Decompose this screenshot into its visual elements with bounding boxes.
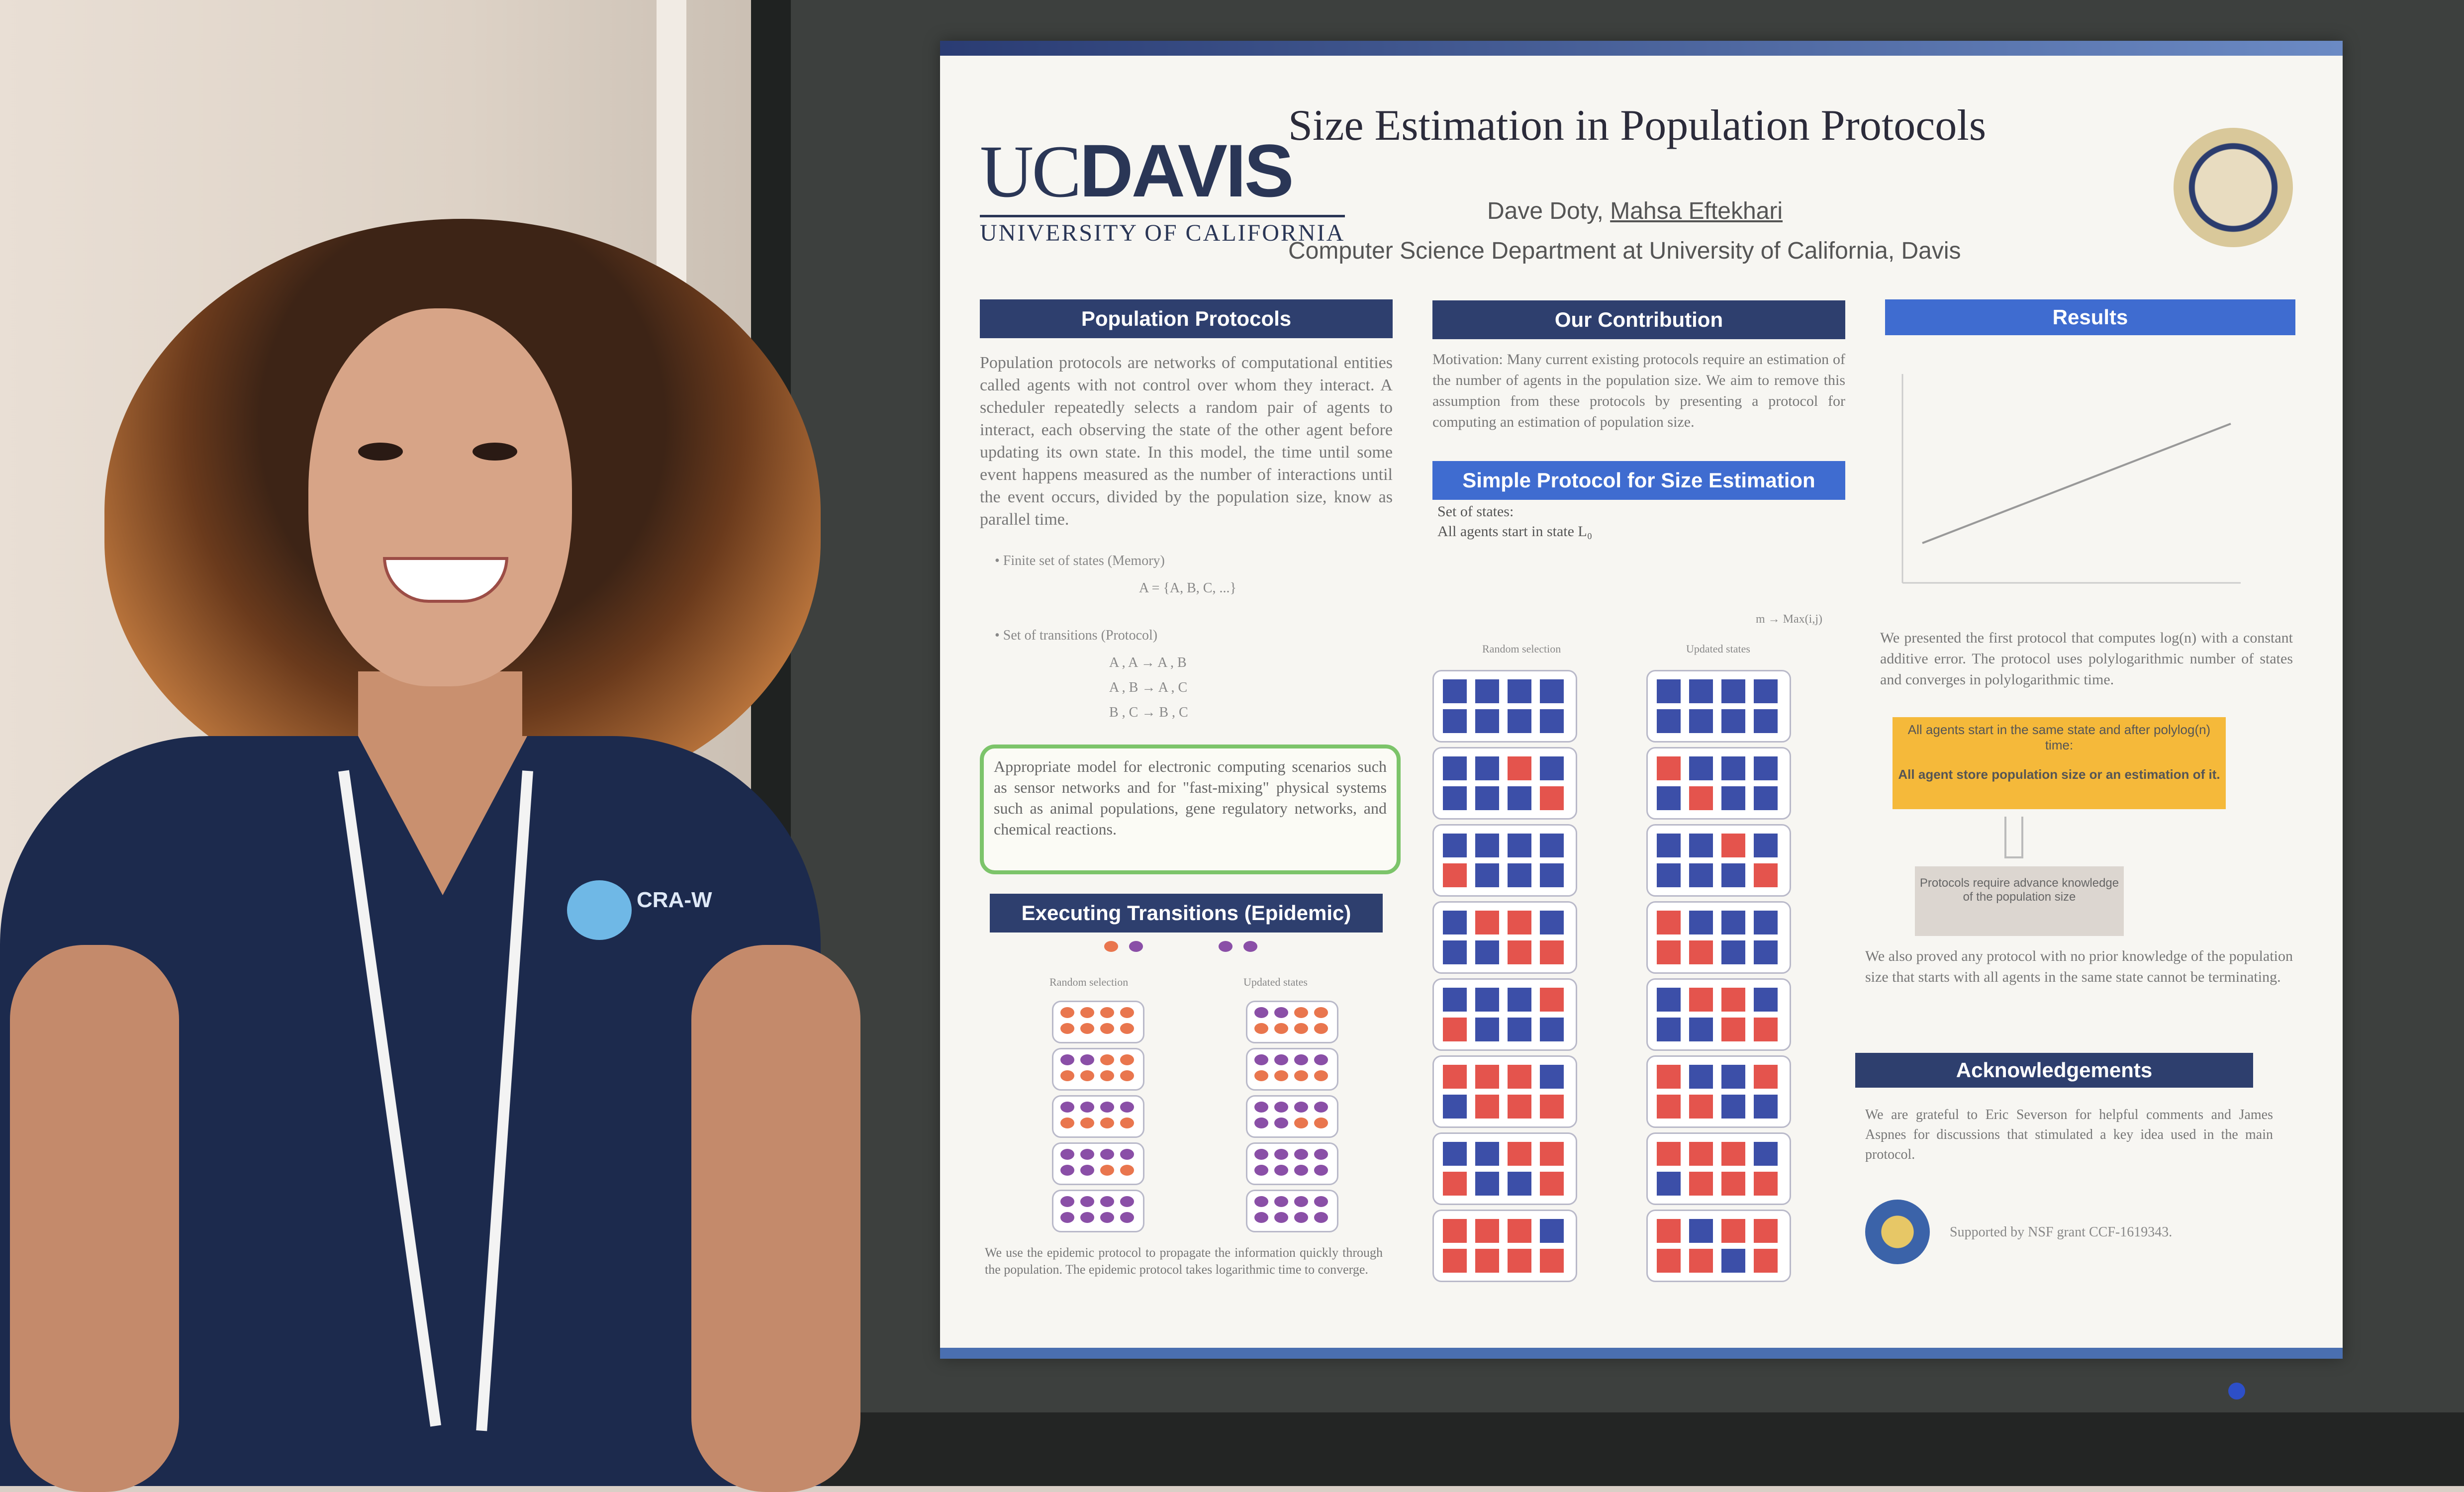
agent-dot xyxy=(1060,1118,1074,1128)
agent-dot xyxy=(1274,1023,1288,1034)
agent-cell xyxy=(1508,834,1531,857)
agent-cell xyxy=(1508,709,1531,733)
agent-cell xyxy=(1475,1065,1499,1089)
agent-dot xyxy=(1294,1007,1308,1018)
agent-dot xyxy=(1254,1118,1268,1128)
contribution-body: Motivation: Many current existing protocols require an estimation of the number of agents in the population size. We aim to remove this assumption from these protocols by presenting a protocol for computing an estimation of population size. xyxy=(1432,351,1845,430)
agent-dot xyxy=(1100,1212,1114,1223)
agent-cell xyxy=(1475,834,1499,857)
agent-cell xyxy=(1657,1018,1681,1041)
agent-dot xyxy=(1254,1007,1268,1018)
shirt-v-neck xyxy=(358,736,527,895)
agent-dot xyxy=(1294,1023,1308,1034)
agent-dot xyxy=(1120,1070,1134,1081)
agent-grid-panel xyxy=(1646,1210,1791,1282)
agent-cell xyxy=(1689,1249,1713,1273)
agent-cell xyxy=(1754,834,1778,857)
agent-cell xyxy=(1657,988,1681,1012)
transition-3: B , C → B , C xyxy=(1109,705,1188,720)
agent-cell xyxy=(1540,863,1564,887)
epidemic-panel xyxy=(1052,1190,1144,1232)
agent-cell xyxy=(1475,679,1499,703)
agent-cell xyxy=(1657,679,1681,703)
agent-cell xyxy=(1540,709,1564,733)
agent-cell xyxy=(1754,940,1778,964)
research-poster xyxy=(940,41,2343,1359)
agent-dot xyxy=(1294,1165,1308,1176)
acknowledgements-body: We are grateful to Eric Severson for helpful comments and James Aspnes for discussions that stimulated a key idea used in the main protocol. xyxy=(1865,1107,2273,1162)
agent-cell xyxy=(1721,1065,1745,1089)
agent-dot xyxy=(1294,1149,1308,1160)
agent-cell xyxy=(1721,756,1745,780)
agent-cell xyxy=(1443,709,1467,733)
agent-dot xyxy=(1274,1212,1288,1223)
agent-cell xyxy=(1754,1219,1778,1243)
agent-dot xyxy=(1100,1196,1114,1207)
agent-cell xyxy=(1689,1219,1713,1243)
epidemic-panel xyxy=(1052,1001,1144,1043)
epidemic-panel xyxy=(1246,1095,1338,1138)
agent-cell xyxy=(1721,988,1745,1012)
agent-cell xyxy=(1721,1142,1745,1166)
agent-cell xyxy=(1475,988,1499,1012)
agent-cell xyxy=(1443,786,1467,810)
cra-w-logo xyxy=(567,880,632,940)
agent-cell xyxy=(1689,911,1713,934)
agent-cell xyxy=(1540,756,1564,780)
agent-dot xyxy=(1254,1070,1268,1081)
agent-cell xyxy=(1443,679,1467,703)
agent-cell xyxy=(1657,1219,1681,1243)
epidemic-panel xyxy=(1052,1095,1144,1138)
agent-cell xyxy=(1540,679,1564,703)
agent-cell xyxy=(1721,1219,1745,1243)
agent-dot xyxy=(1274,1054,1288,1065)
agent-dot xyxy=(1274,1070,1288,1081)
agent-grid-panel xyxy=(1432,1132,1577,1205)
agent-dot xyxy=(1254,1165,1268,1176)
agent-dot xyxy=(1294,1212,1308,1223)
agent-cell xyxy=(1754,863,1778,887)
agent-cell xyxy=(1540,988,1564,1012)
agent-cell xyxy=(1475,709,1499,733)
transition-2: A , B → A , C xyxy=(1109,680,1188,695)
board-base xyxy=(776,1412,2464,1486)
agent-cell xyxy=(1443,1219,1467,1243)
agent-dot xyxy=(1274,1102,1288,1113)
agent-dot xyxy=(1120,1102,1134,1113)
agent-dot xyxy=(1314,1007,1328,1018)
agent-dot xyxy=(1274,1165,1288,1176)
agent-cell xyxy=(1475,1219,1499,1243)
agent-cell xyxy=(1721,1018,1745,1041)
application-note: Appropriate model for electronic computing scenarios such as sensor networks and for "fast-mixing" physical systems such as animal populations, gene regulatory networks, and chemical reactions. xyxy=(994,757,1387,838)
agent-dot xyxy=(1100,1118,1114,1128)
agent-cell xyxy=(1657,863,1681,887)
agent-dot xyxy=(1120,1054,1134,1065)
agent-cell xyxy=(1475,1018,1499,1041)
results-chart xyxy=(1883,364,2256,613)
agent-cell xyxy=(1721,1095,1745,1119)
agent-cell xyxy=(1475,911,1499,934)
simple-col-random: Random selection xyxy=(1482,643,1561,655)
agent-dot xyxy=(1274,1007,1288,1018)
agent-dot xyxy=(1060,1054,1074,1065)
agent-cell xyxy=(1754,911,1778,934)
agent-dot xyxy=(1080,1070,1094,1081)
agent-dot xyxy=(1254,1054,1268,1065)
agent-dot xyxy=(1120,1149,1134,1160)
agent-grid-panel xyxy=(1646,1132,1791,1205)
agent-cell xyxy=(1475,786,1499,810)
simple-protocol-heading: Simple Protocol for Size Estimation xyxy=(1432,461,1845,500)
agent-cell xyxy=(1540,1142,1564,1166)
agent-dot xyxy=(1314,1212,1328,1223)
agent-dot xyxy=(1120,1212,1134,1223)
agent-cell xyxy=(1443,834,1467,857)
agent-dot xyxy=(1294,1196,1308,1207)
agent-cell xyxy=(1508,1172,1531,1196)
epidemic-panel xyxy=(1052,1048,1144,1091)
agent-dot xyxy=(1080,1212,1094,1223)
epidemic-heading: Executing Transitions (Epidemic) xyxy=(990,894,1383,932)
agent-cell xyxy=(1689,786,1713,810)
agent-cell xyxy=(1754,709,1778,733)
agent-cell xyxy=(1689,863,1713,887)
agent-cell xyxy=(1721,863,1745,887)
agent-cell xyxy=(1754,679,1778,703)
agent-dot xyxy=(1120,1023,1134,1034)
agent-dot xyxy=(1100,1149,1114,1160)
agent-cell xyxy=(1689,940,1713,964)
agent-grid-panel xyxy=(1646,824,1791,897)
agent-dot xyxy=(1080,1165,1094,1176)
agent-cell xyxy=(1754,988,1778,1012)
agent-cell xyxy=(1721,1249,1745,1273)
agent-cell xyxy=(1689,1065,1713,1089)
agent-grid-panel xyxy=(1432,901,1577,974)
logo-subtitle: UNIVERSITY OF CALIFORNIA xyxy=(980,215,1345,247)
agent-grid-panel xyxy=(1646,747,1791,820)
left-eye xyxy=(358,443,403,461)
agent-dot xyxy=(1314,1196,1328,1207)
agent-cell xyxy=(1540,911,1564,934)
agent-dot xyxy=(1060,1023,1074,1034)
agent-cell xyxy=(1540,1018,1564,1041)
agent-dot xyxy=(1060,1007,1074,1018)
poster-bottom-border xyxy=(940,1348,2343,1359)
agent-cell xyxy=(1540,1219,1564,1243)
agent-cell xyxy=(1754,1065,1778,1089)
population-protocols-body: Population protocols are networks of computational entities called agents with not control over whom they interact. A scheduler repeatedly selects a random pair of agents to interact, each observing the state of the other agent before updating its own state. In this model, the time until some event happens measured as the number of interactions until the event occurs, divided by the population size, know as parallel time. xyxy=(980,354,1393,529)
face xyxy=(308,308,572,686)
agent-dot xyxy=(1080,1054,1094,1065)
down-arrow-icon xyxy=(2004,817,2023,858)
nsf-logo xyxy=(1865,1200,1930,1264)
states-set-label: Set of states: xyxy=(1437,503,1514,520)
agent-dot xyxy=(1254,1196,1268,1207)
result-highlight-2: All agent store population size or an estimation of it. xyxy=(1898,767,2220,782)
agent-cell xyxy=(1508,988,1531,1012)
agent-cell xyxy=(1540,834,1564,857)
agent-cell xyxy=(1754,1095,1778,1119)
agent-dot xyxy=(1314,1070,1328,1081)
right-arm xyxy=(691,945,860,1492)
poster-title: Size Estimation in Population Protocols xyxy=(1288,101,1987,150)
agent-cell xyxy=(1475,1172,1499,1196)
application-note-box xyxy=(980,745,1401,874)
prior-knowledge-box: Protocols require advance knowledge of the population size xyxy=(1915,866,2124,936)
agent-grid-panel xyxy=(1646,901,1791,974)
agent-dot xyxy=(1314,1054,1328,1065)
epidemic-col-random: Random selection xyxy=(1049,976,1129,988)
agent-cell xyxy=(1657,940,1681,964)
agent-grid-panel xyxy=(1646,978,1791,1051)
agent-dot xyxy=(1100,1102,1114,1113)
agent-cell xyxy=(1721,786,1745,810)
agent-cell xyxy=(1540,1249,1564,1273)
purple-agent xyxy=(1243,941,1257,952)
agent-cell xyxy=(1508,940,1531,964)
agent-cell xyxy=(1475,1142,1499,1166)
authors: Dave Doty, Mahsa Eftekhari xyxy=(1487,198,1783,224)
agent-dot xyxy=(1120,1165,1134,1176)
agent-dot xyxy=(1314,1118,1328,1128)
orange-agent xyxy=(1104,941,1118,952)
agent-cell xyxy=(1508,863,1531,887)
agent-dot xyxy=(1100,1165,1114,1176)
agent-cell xyxy=(1540,940,1564,964)
agent-cell xyxy=(1657,911,1681,934)
impossibility-body: We also proved any protocol with no prior knowledge of the population size that starts with all agents in the same state cannot be terminating. xyxy=(1865,948,2293,985)
agent-cell xyxy=(1689,709,1713,733)
agent-grid-panel xyxy=(1646,1055,1791,1128)
agent-cell xyxy=(1754,1018,1778,1041)
agent-dot xyxy=(1294,1054,1308,1065)
agent-cell xyxy=(1657,709,1681,733)
affiliation: Computer Science Department at University of California, Davis xyxy=(1288,238,1961,264)
agent-cell xyxy=(1508,1018,1531,1041)
agent-dot xyxy=(1080,1102,1094,1113)
agent-dot xyxy=(1080,1118,1094,1128)
agent-cell xyxy=(1475,1249,1499,1273)
agent-cell xyxy=(1540,1065,1564,1089)
agent-cell xyxy=(1657,786,1681,810)
purple-agent xyxy=(1219,941,1232,952)
agent-cell xyxy=(1754,1172,1778,1196)
agent-cell xyxy=(1657,1065,1681,1089)
agent-dot xyxy=(1060,1070,1074,1081)
agent-dot xyxy=(1120,1007,1134,1018)
agent-dot xyxy=(1294,1118,1308,1128)
agent-cell xyxy=(1657,1142,1681,1166)
agent-cell xyxy=(1721,1172,1745,1196)
agent-cell xyxy=(1508,1095,1531,1119)
agent-dot xyxy=(1274,1196,1288,1207)
agent-cell xyxy=(1657,1172,1681,1196)
agent-cell xyxy=(1475,756,1499,780)
agent-grid-panel xyxy=(1432,824,1577,897)
agent-cell xyxy=(1508,1065,1531,1089)
population-protocols-heading: Population Protocols xyxy=(980,299,1393,338)
epidemic-panel xyxy=(1246,1190,1338,1232)
poster-top-border xyxy=(940,41,2343,56)
agent-dot xyxy=(1080,1149,1094,1160)
agent-cell xyxy=(1689,834,1713,857)
agent-dot xyxy=(1120,1118,1134,1128)
agent-grid-panel xyxy=(1432,747,1577,820)
agent-cell xyxy=(1721,834,1745,857)
our-contribution-heading: Our Contribution xyxy=(1432,300,1845,339)
agent-cell xyxy=(1443,1095,1467,1119)
result-highlight-box xyxy=(1893,717,2226,809)
agent-cell xyxy=(1689,988,1713,1012)
ucdavis-logo: UCDAVIS xyxy=(980,129,1292,213)
agent-cell xyxy=(1689,756,1713,780)
agent-cell xyxy=(1508,786,1531,810)
agent-dot xyxy=(1060,1196,1074,1207)
agent-cell xyxy=(1443,1172,1467,1196)
results-body: We presented the first protocol that computes log(n) with a constant additive error. The protocol uses polylogarithmic number of states and converges in polylogarithmic time. xyxy=(1880,630,2293,688)
states-value: A = {A, B, C, ...} xyxy=(1139,580,1236,596)
agent-cell xyxy=(1508,1249,1531,1273)
agent-cell xyxy=(1443,911,1467,934)
results-heading: Results xyxy=(1885,299,2295,335)
agent-dot xyxy=(1060,1102,1074,1113)
agent-cell xyxy=(1657,1095,1681,1119)
agent-cell xyxy=(1443,1018,1467,1041)
agent-cell xyxy=(1508,1142,1531,1166)
agent-dot xyxy=(1294,1070,1308,1081)
agent-dot xyxy=(1060,1212,1074,1223)
epidemic-panel xyxy=(1246,1142,1338,1185)
agent-cell xyxy=(1443,1142,1467,1166)
agent-cell xyxy=(1721,940,1745,964)
agent-dot xyxy=(1060,1149,1074,1160)
left-arm xyxy=(10,945,179,1492)
agent-cell xyxy=(1475,940,1499,964)
agent-dot xyxy=(1314,1023,1328,1034)
agent-cell xyxy=(1689,1095,1713,1119)
agent-cell xyxy=(1475,1095,1499,1119)
result-highlight-1: All agents start in the same state and after polylog(n) time: xyxy=(1907,722,2211,752)
agent-dot xyxy=(1274,1118,1288,1128)
agent-grid-panel xyxy=(1432,670,1577,743)
agent-cell xyxy=(1443,988,1467,1012)
epidemic-col-updated: Updated states xyxy=(1243,976,1308,988)
cra-w-text: CRA-W xyxy=(637,888,712,912)
acknowledgements-heading: Acknowledgements xyxy=(1855,1053,2253,1088)
agent-dot xyxy=(1254,1023,1268,1034)
purple-agent xyxy=(1129,941,1143,952)
agent-cell xyxy=(1721,911,1745,934)
agent-cell xyxy=(1540,1095,1564,1119)
agent-dot xyxy=(1274,1149,1288,1160)
agent-cell xyxy=(1689,1172,1713,1196)
epidemic-panel xyxy=(1052,1142,1144,1185)
grant-text: Supported by NSF grant CCF-1619343. xyxy=(1950,1224,2173,1240)
agent-cell xyxy=(1443,1065,1467,1089)
agent-cell xyxy=(1754,1249,1778,1273)
agent-cell xyxy=(1508,679,1531,703)
agent-cell xyxy=(1689,1018,1713,1041)
epidemic-panel xyxy=(1246,1048,1338,1091)
states-label: • Finite set of states (Memory) xyxy=(995,553,1165,568)
agent-cell xyxy=(1508,756,1531,780)
agent-dot xyxy=(1080,1007,1094,1018)
agent-dot xyxy=(1080,1196,1094,1207)
agent-dot xyxy=(1060,1165,1074,1176)
epidemic-body: We use the epidemic protocol to propagate the information quickly through the population. The epidemic protocol takes logarithmic time to converge. xyxy=(985,1245,1383,1277)
agent-dot xyxy=(1314,1165,1328,1176)
agent-dot xyxy=(1254,1102,1268,1113)
max-rule: m → Max(i,j) xyxy=(1756,613,1822,626)
agent-dot xyxy=(1120,1196,1134,1207)
agent-dot xyxy=(1100,1070,1114,1081)
agent-grid-panel xyxy=(1432,1210,1577,1282)
agent-dot xyxy=(1294,1102,1308,1113)
agent-cell xyxy=(1754,786,1778,810)
agent-cell xyxy=(1443,940,1467,964)
agent-dot xyxy=(1100,1007,1114,1018)
agent-cell xyxy=(1657,834,1681,857)
agent-grid-panel xyxy=(1432,1055,1577,1128)
simple-col-updated: Updated states xyxy=(1686,643,1750,655)
all-agents-start: All agents start in state L₀ xyxy=(1437,523,1593,540)
agent-cell xyxy=(1508,911,1531,934)
agent-cell xyxy=(1540,786,1564,810)
agent-cell xyxy=(1754,756,1778,780)
university-seal xyxy=(2174,128,2293,247)
agent-dot xyxy=(1314,1149,1328,1160)
agent-cell xyxy=(1689,1142,1713,1166)
epidemic-panel xyxy=(1246,1001,1338,1043)
agent-cell xyxy=(1443,863,1467,887)
agent-cell xyxy=(1540,1172,1564,1196)
agent-dot xyxy=(1100,1023,1114,1034)
agent-dot xyxy=(1314,1102,1328,1113)
agent-cell xyxy=(1689,679,1713,703)
agent-cell xyxy=(1443,756,1467,780)
agent-cell xyxy=(1721,679,1745,703)
agent-dot xyxy=(1080,1023,1094,1034)
blue-pin xyxy=(2228,1383,2245,1399)
agent-cell xyxy=(1721,709,1745,733)
transition-1: A , A → A , B xyxy=(1109,655,1187,670)
agent-cell xyxy=(1475,863,1499,887)
chart-series-line xyxy=(1922,424,2231,543)
agent-cell xyxy=(1657,1249,1681,1273)
agent-cell xyxy=(1443,1249,1467,1273)
right-eye xyxy=(473,443,517,461)
agent-cell xyxy=(1754,1142,1778,1166)
agent-grid-panel xyxy=(1432,978,1577,1051)
agent-cell xyxy=(1657,756,1681,780)
agent-dot xyxy=(1254,1149,1268,1160)
agent-cell xyxy=(1508,1219,1531,1243)
agent-grid-panel xyxy=(1646,670,1791,743)
transitions-label: • Set of transitions (Protocol) xyxy=(995,628,1158,643)
agent-dot xyxy=(1100,1054,1114,1065)
agent-dot xyxy=(1254,1212,1268,1223)
